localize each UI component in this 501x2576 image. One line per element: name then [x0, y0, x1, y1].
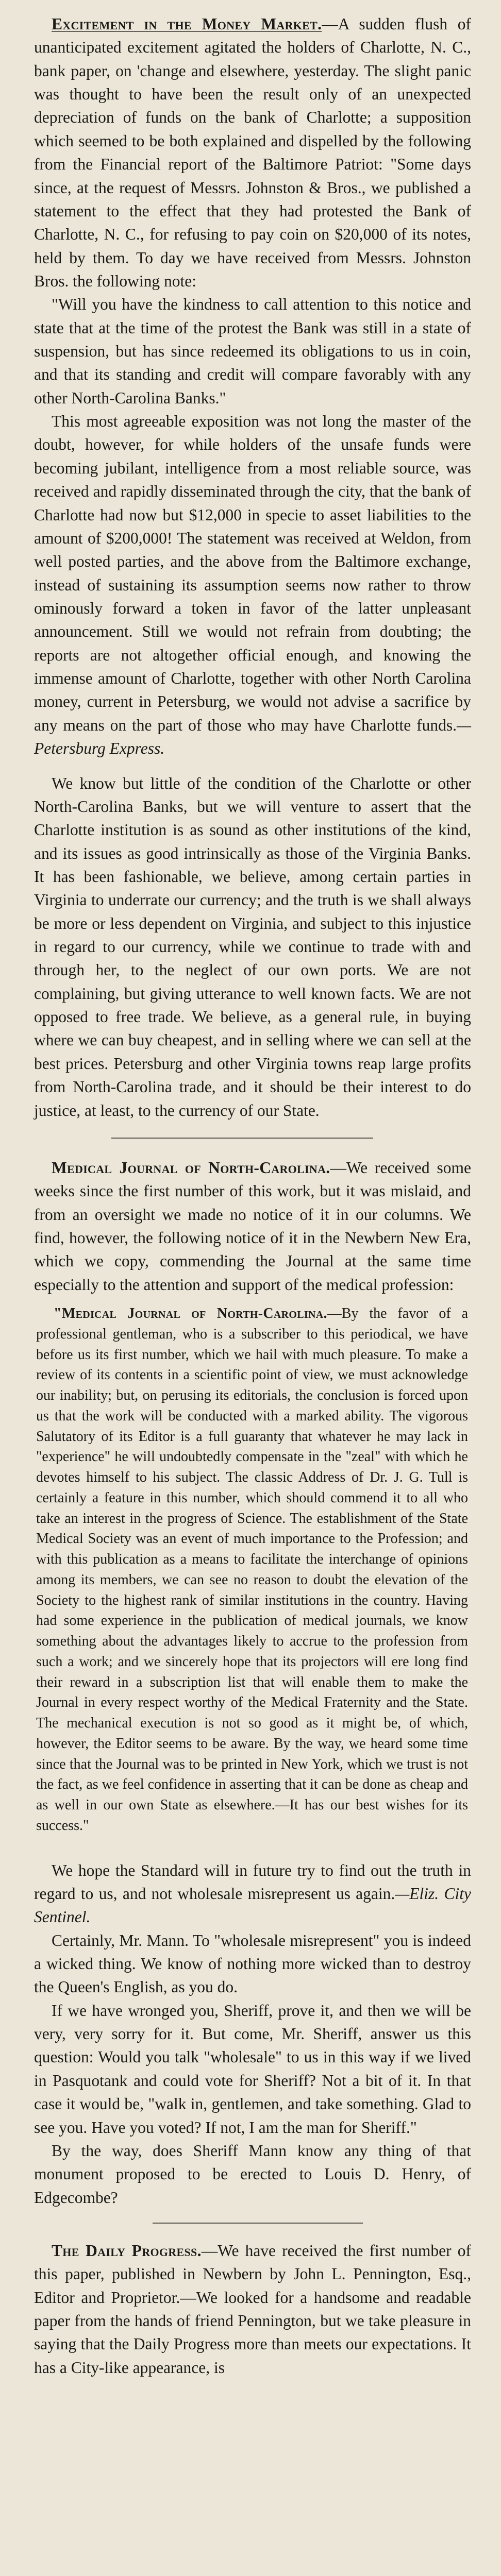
paragraph-text: —We have received the first number of this paper, published in Newbern by John L. Pennington, Esq., Editor and Proprietor.—We looked for a handsome and readable paper from the hands of friend Pennington, but we take pleasure in saying that the Daily Progress more than meets our expectations. It has a City-like appearance, is — [34, 2241, 471, 2377]
quote-text: —By the favor of a professional gentleman, who is a subscriber to this periodical, we have before us its first number, which we hail with much pleasure. To make a review of its contents in a scientific point of view, we must acknowledge our inability; but, on perusing its editorials, the conclusion is forced upon us that the work will be conducted with a marked ability. The vigorous Salutatory of its Editor is a full guaranty that whatever he may lack in "experience" he will undoubtedly compensate in the "zeal" with which he devotes himself to his subject. The classic Address of Dr. J. G. Tull is certainly a feature in this number, which should commend it to all who take an interest in the progress of Science. The establishment of the State Medical Society was an event of much importance to the Profession; and with this publication as a means to facilitate the interchange of opinions among its members, we can see no reason to doubt the elevation of the Society to the highest rank of similar institutions in the country. Having had some experience in the publication of medical journals, we know something about the advantages likely to accrue to the profession from such a work; and we sincerely hope that its projectors will ere long find their reward in a subscription list that will enable them to make the Journal in every respect worthy of the Medical Fraternity and the State. The mechanical execution is not so good as it might be, of which, however, the Editor seems to be aware. By the way, we heard some time since that the Journal was to be printed in New York, which we trust is not the fact, as we feel confidence in asserting that it can be done as cheap and as well in our own State as elsewhere.—It has our best wishes for its success." — [36, 1306, 468, 1834]
article-money-market — [34, 12, 471, 760]
source-credit: —Eliz. City Sentinel. — [34, 1884, 471, 1926]
paragraph-text: —A sudden flush of unanticipated excitement agitated the holders of Charlotte, N. C., bank paper, on 'change and elsewhere, yesterday. The slight panic was thought to have been the result only of an unexpected depreciation of funds on the bank of Charlotte; a supposition which seemed to be both explained and dispelled by the following from the Financial report of the Baltimore Patriot: "Some days since, at the request of Messrs. Johnston & Bros., we published a statement to the effect that they had protested the Bank of Charlotte, N. C., for refusing to pay coin on $20,000 of its notes, held by them. To day we have received from Messrs. Johnston Bros. the following note: — [34, 15, 471, 290]
paragraph — [34, 2239, 471, 2379]
paragraph — [34, 12, 471, 293]
paragraph: If we have wronged you, Sheriff, prove it, and then we will be very, very sorry for it. But come, Mr. Sheriff, answer us this question: Would you talk "wholesale" to us in this way if we lived in Pasquotank and could vote for Sheriff? Not a bit of it. In that case it would be, "walk in, gentlemen, and take something. Glad to see you. Have you voted? If not, I am the man for Sheriff." — [34, 2001, 471, 2137]
paragraph-text: We hope the Standard will in future try to find out the truth in regard to us, and not wholesale misrepresent us again. — [34, 1861, 471, 1903]
article-heading: Excitement in the Money Market. — [52, 15, 322, 33]
article-daily-progress — [34, 2239, 471, 2379]
column-rule — [111, 1138, 373, 1139]
paragraph — [34, 1859, 471, 1929]
source-credit: —Petersburg Express. — [34, 716, 471, 758]
quoted-notice — [34, 1303, 471, 1836]
paragraph: By the way, does Sheriff Mann know any thing of that monument proposed to be erected to Louis D. Henry, of Edgecombe? — [34, 2141, 471, 2207]
article-heading: Medical Journal of North-Carolina. — [52, 1158, 330, 1177]
article-medical-journal — [34, 1156, 471, 1296]
paragraph — [34, 1303, 471, 1836]
paragraph: Certainly, Mr. Mann. To "wholesale misrepresent" you is indeed a wicked thing. We know of nothing more wicked than to destroy the Queen's English, as you do. — [34, 1931, 471, 1996]
paragraph: We know but little of the condition of the Charlotte or other North-Carolina Banks, but we will venture to assert that the Charlotte institution is as sound as other institutions of the kind, and its issues as good intrinsically as those of the Virginia Banks. It has been fashionable, we believe, among certain parties in Virginia to underrate our currency; and the truth is we shall always be more or less dependent on Virginia, and subject to this injustice in regard to our currency, while we continue to trade with and through her, to the neglect of our own ports. We are not complaining, but giving utterance to well known facts. We are not opposed to free trade. We believe, as a general rule, in buying where we can buy cheapest, and in selling where we can sell at the best prices. Petersburg and other Virginia towns reap large profits from North-Carolina trade, and it should be their interest to do justice, at least, to the currency of our State. — [34, 774, 471, 1120]
paragraph-text: This most agreeable exposition was not long the master of the doubt, however, for while holders of the unsafe funds were becoming jubilant, intelligence from a most reliable source, was received and rapidly disseminated through the city, that the bank of Charlotte had now but $12,000 in specie to asset liabilities to the amount of $200,000! The statement was received at Weldon, from well posted parties, and the above from the Baltimore exchange, instead of sustaining its assumption seems now rather to throw ominously forward a token in favor of the latter unpleasant announcement. Still we would not refrain from doubting; the reports are not altogether official enough, and knowing the immense amount of Charlotte, together with other North Carolina money, current in Petersburg, we would not advise a sacrifice by any means on the part of those who may have Charlotte funds. — [34, 412, 471, 734]
article-sentinel-reply — [34, 1859, 471, 2209]
paragraph: "Will you have the kindness to call attention to this notice and state that at the time of the protest the Bank was still in a state of suspension, but has since redeemed its obligations to us in coin, and that its standing and credit will compare favorably with any other North-Carolina Banks." — [34, 295, 471, 407]
paragraph — [34, 410, 471, 760]
paragraph — [34, 1156, 471, 1296]
column-rule — [153, 2223, 363, 2224]
paragraph-text: —We received some weeks since the first number of this work, but it was mislaid, and from an oversight we made no notice of it in our columns. We find, however, the following notice of it in the Newbern New Era, which we copy, commending the Journal at the same time especially to the attention and support of the medical profession: — [34, 1158, 471, 1294]
quote-heading: "Medical Journal of North-Carolina. — [54, 1306, 327, 1322]
article-charlotte-banks — [34, 772, 471, 1122]
article-heading: The Daily Progress. — [52, 2241, 202, 2260]
